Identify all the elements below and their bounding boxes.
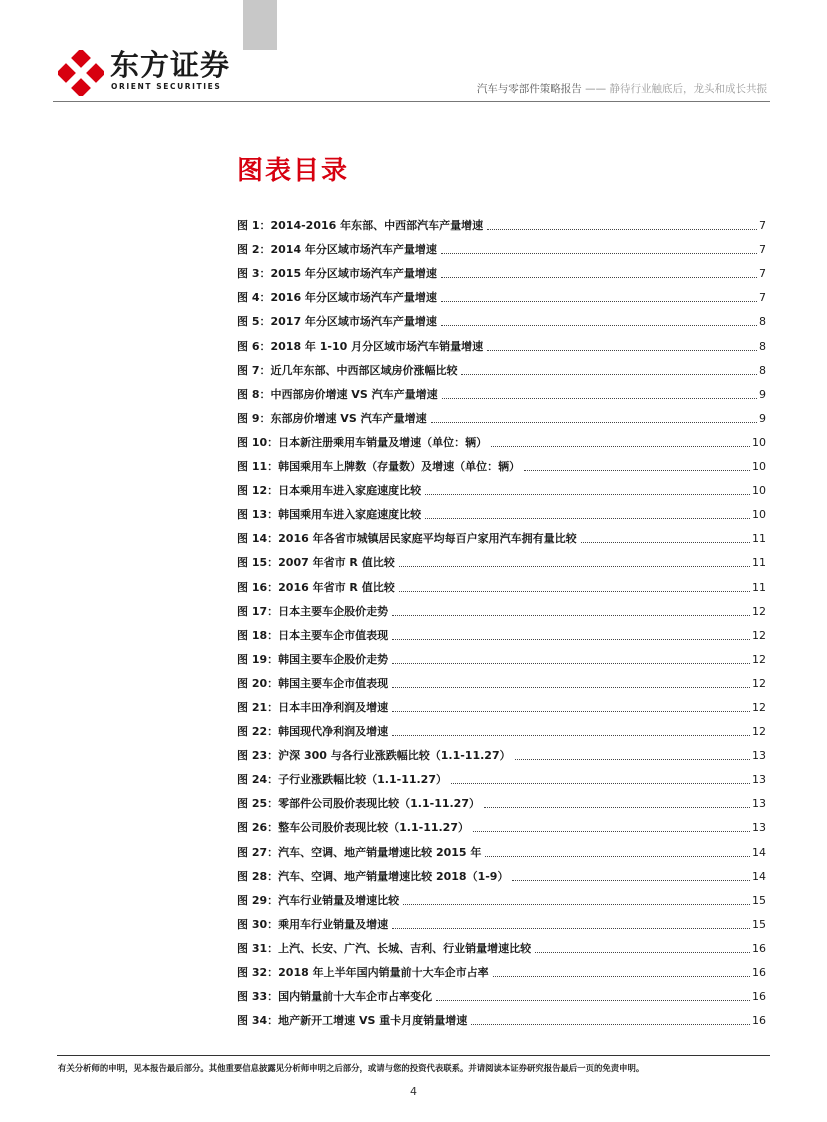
footer-disclaimer: 有关分析师的申明，见本报告最后部分。其他重要信息披露见分析师申明之后部分，或请与您的投资代表联系。并请阅读本证券研究报告最后一页的免责申明。 [58, 1063, 645, 1073]
toc-dot-leader [461, 374, 757, 375]
toc-item[interactable] [237, 257, 766, 281]
orient-securities-logo-icon [58, 50, 104, 96]
toc-item[interactable] [237, 474, 766, 498]
toc-item[interactable] [237, 546, 766, 570]
toc-item[interactable] [237, 1004, 766, 1028]
toc-dot-leader [425, 518, 750, 519]
toc-dot-leader [493, 976, 750, 977]
toc-dot-leader [524, 470, 750, 471]
toc-item-label: 图 10：日本新注册乘用车销量及增速（单位：辆） [237, 435, 488, 449]
toc-list [237, 209, 766, 1028]
toc-item-label: 图 34：地产新开工增速 VS 重卡月度销量增速 [237, 1014, 468, 1028]
toc-item-page: 7 [759, 291, 766, 305]
toc-item[interactable] [237, 354, 766, 378]
toc-item[interactable] [237, 884, 766, 908]
toc-item-label: 图 27：汽车、空调、地产销量增速比较 2015 年 [237, 845, 482, 859]
toc-item[interactable] [237, 305, 766, 329]
toc-dot-leader [425, 494, 750, 495]
toc-dot-leader [442, 398, 757, 399]
toc-item-page: 15 [752, 893, 766, 907]
toc-dot-leader [403, 904, 750, 905]
toc-item-label: 图 1：2014-2016 年东部、中西部汽车产量增速 [237, 219, 484, 233]
toc-item-page: 7 [759, 219, 766, 233]
toc-item[interactable] [237, 595, 766, 619]
toc-item-label: 图 11：韩国乘用车上牌数（存量数）及增速（单位：辆） [237, 460, 521, 474]
toc-item[interactable] [237, 715, 766, 739]
report-name: 汽车与零部件策略报告 [476, 83, 582, 95]
toc-item[interactable] [237, 619, 766, 643]
toc-item-page: 15 [752, 917, 766, 931]
toc-item[interactable] [237, 932, 766, 956]
toc-item-page: 8 [759, 315, 766, 329]
toc-dot-leader [399, 591, 750, 592]
toc-item-page: 9 [759, 411, 766, 425]
toc-item[interactable] [237, 643, 766, 667]
toc-item-label: 图 22：韩国现代净利润及增速 [237, 725, 389, 739]
logo-english-name: ORIENT SECURITIES [111, 82, 222, 91]
toc-item[interactable] [237, 835, 766, 859]
toc-item-label: 图 19：韩国主要车企股价走势 [237, 652, 389, 666]
toc-item-label: 图 31：上汽、长安、广汽、长城、吉利、行业销量增速比较 [237, 941, 532, 955]
toc-dot-leader [487, 229, 757, 230]
footer-divider [57, 1055, 770, 1056]
toc-item-page: 13 [752, 797, 766, 811]
page-number: 4 [410, 1085, 417, 1098]
toc-item-label: 图 28：汽车、空调、地产销量增速比较 2018（1-9） [237, 869, 509, 883]
toc-item-page: 14 [752, 869, 766, 883]
toc-item-label: 图 8：中西部房价增速 VS 汽车产量增速 [237, 387, 438, 401]
toc-dot-leader [491, 446, 750, 447]
toc-item[interactable] [237, 908, 766, 932]
toc-item[interactable] [237, 522, 766, 546]
toc-dot-leader [471, 1024, 750, 1025]
toc-item-page: 9 [759, 387, 766, 401]
toc-item[interactable] [237, 787, 766, 811]
toc-item[interactable] [237, 763, 766, 787]
toc-item[interactable] [237, 329, 766, 353]
toc-item[interactable] [237, 426, 766, 450]
toc-item[interactable] [237, 980, 766, 1004]
toc-item-page: 8 [759, 339, 766, 353]
toc-item-label: 图 9：东部房价增速 VS 汽车产量增速 [237, 411, 427, 425]
toc-dot-leader [512, 880, 750, 881]
toc-item-page: 7 [759, 267, 766, 281]
toc-item[interactable] [237, 209, 766, 233]
toc-dot-leader [473, 831, 750, 832]
header-divider [53, 101, 770, 102]
toc-item-page: 12 [752, 652, 766, 666]
toc-item-page: 10 [752, 484, 766, 498]
toc-item-label: 图 15：2007 年省市 R 值比较 [237, 556, 395, 570]
header-gray-block [243, 0, 277, 50]
toc-item-label: 图 17：日本主要车企股价走势 [237, 604, 389, 618]
toc-item-label: 图 18：日本主要车企市值表现 [237, 628, 389, 642]
toc-item-page: 10 [752, 460, 766, 474]
toc-item-label: 图 24：子行业涨跌幅比较（1.1-11.27） [237, 773, 447, 787]
toc-item-label: 图 20：韩国主要车企市值表现 [237, 676, 389, 690]
toc-dot-leader [441, 301, 757, 302]
toc-item-label: 图 4：2016 年分区域市场汽车产量增速 [237, 291, 437, 305]
toc-item-label: 图 23：沪深 300 与各行业涨跌幅比较（1.1-11.27） [237, 749, 511, 763]
toc-item-page: 12 [752, 604, 766, 618]
toc-dot-leader [399, 566, 750, 567]
toc-item-page: 12 [752, 725, 766, 739]
toc-item-page: 8 [759, 363, 766, 377]
toc-item-label: 图 2：2014 年分区域市场汽车产量增速 [237, 243, 437, 257]
toc-dot-leader [392, 687, 750, 688]
toc-item-page: 13 [752, 821, 766, 835]
report-subtitle: 静待行业触底后，龙头和成长共振 [609, 83, 767, 95]
toc-dot-leader [392, 615, 750, 616]
header-separator: —— [585, 83, 607, 95]
toc-dot-leader [392, 639, 750, 640]
toc-dot-leader [451, 783, 750, 784]
toc-dot-leader [392, 663, 750, 664]
toc-item[interactable] [237, 739, 766, 763]
toc-item-label: 图 33：国内销量前十大车企市占率变化 [237, 990, 433, 1004]
toc-dot-leader [535, 952, 750, 953]
toc-dot-leader [441, 325, 757, 326]
toc-item-page: 14 [752, 845, 766, 859]
toc-item-page: 13 [752, 773, 766, 787]
toc-item[interactable] [237, 402, 766, 426]
toc-item[interactable] [237, 570, 766, 594]
toc-item-page: 10 [752, 435, 766, 449]
toc-item[interactable] [237, 378, 766, 402]
toc-item-label: 图 12：日本乘用车进入家庭速度比较 [237, 484, 422, 498]
toc-item-page: 11 [752, 532, 766, 546]
toc-item-page: 12 [752, 676, 766, 690]
toc-dot-leader [392, 711, 750, 712]
toc-item-page: 16 [752, 1014, 766, 1028]
toc-item[interactable] [237, 956, 766, 980]
toc-dot-leader [484, 807, 750, 808]
toc-dot-leader [431, 422, 757, 423]
toc-item-label: 图 5：2017 年分区域市场汽车产量增速 [237, 315, 437, 329]
toc-dot-leader [515, 759, 750, 760]
toc-item[interactable] [237, 667, 766, 691]
toc-item[interactable] [237, 811, 766, 835]
report-header [477, 82, 767, 96]
toc-item-label: 图 26：整车公司股价表现比较（1.1-11.27） [237, 821, 469, 835]
toc-dot-leader [485, 856, 750, 857]
toc-dot-leader [441, 253, 757, 254]
toc-item-page: 7 [759, 243, 766, 257]
toc-item-label: 图 6：2018 年 1-10 月分区域市场汽车销量增速 [237, 339, 484, 353]
toc-item-page: 11 [752, 580, 766, 594]
toc-dot-leader [392, 735, 750, 736]
toc-dot-leader [581, 542, 750, 543]
logo-chinese-name: 东方证券 [110, 48, 231, 82]
toc-item-label: 图 7：近几年东部、中西部区域房价涨幅比较 [237, 363, 458, 377]
toc-item-label: 图 30：乘用车行业销量及增速 [237, 917, 389, 931]
toc-item-label: 图 32：2018 年上半年国内销量前十大车企市占率 [237, 966, 489, 979]
toc-item-page: 12 [752, 628, 766, 642]
toc-item-label: 图 3：2015 年分区域市场汽车产量增速 [237, 267, 437, 281]
toc-item-page: 11 [752, 556, 766, 570]
toc-title: 图表目录 [237, 156, 350, 186]
toc-item-page: 12 [752, 700, 766, 714]
toc-item-page: 10 [752, 508, 766, 522]
toc-item-page: 16 [752, 941, 766, 955]
toc-item[interactable] [237, 860, 766, 884]
toc-item-label: 图 21：日本丰田净利润及增速 [237, 700, 389, 714]
toc-item-label: 图 14：2016 年各省市城镇居民家庭平均每百户家用汽车拥有量比较 [237, 532, 577, 546]
toc-item[interactable] [237, 498, 766, 522]
toc-item-label: 图 25：零部件公司股价表现比较（1.1-11.27） [237, 797, 480, 811]
toc-item[interactable] [237, 233, 766, 257]
toc-item[interactable] [237, 450, 766, 474]
toc-item-page: 13 [752, 749, 766, 763]
toc-item-page: 16 [752, 966, 766, 979]
toc-dot-leader [392, 928, 750, 929]
toc-item-page: 16 [752, 990, 766, 1004]
toc-dot-leader [441, 277, 757, 278]
toc-item-label: 图 16：2016 年省市 R 值比较 [237, 580, 395, 594]
toc-item[interactable] [237, 281, 766, 305]
toc-item[interactable] [237, 691, 766, 715]
toc-dot-leader [436, 1000, 750, 1001]
toc-dot-leader [487, 350, 757, 351]
toc-item-label: 图 29：汽车行业销量及增速比较 [237, 893, 400, 907]
toc-item-label: 图 13：韩国乘用车进入家庭速度比较 [237, 508, 422, 522]
